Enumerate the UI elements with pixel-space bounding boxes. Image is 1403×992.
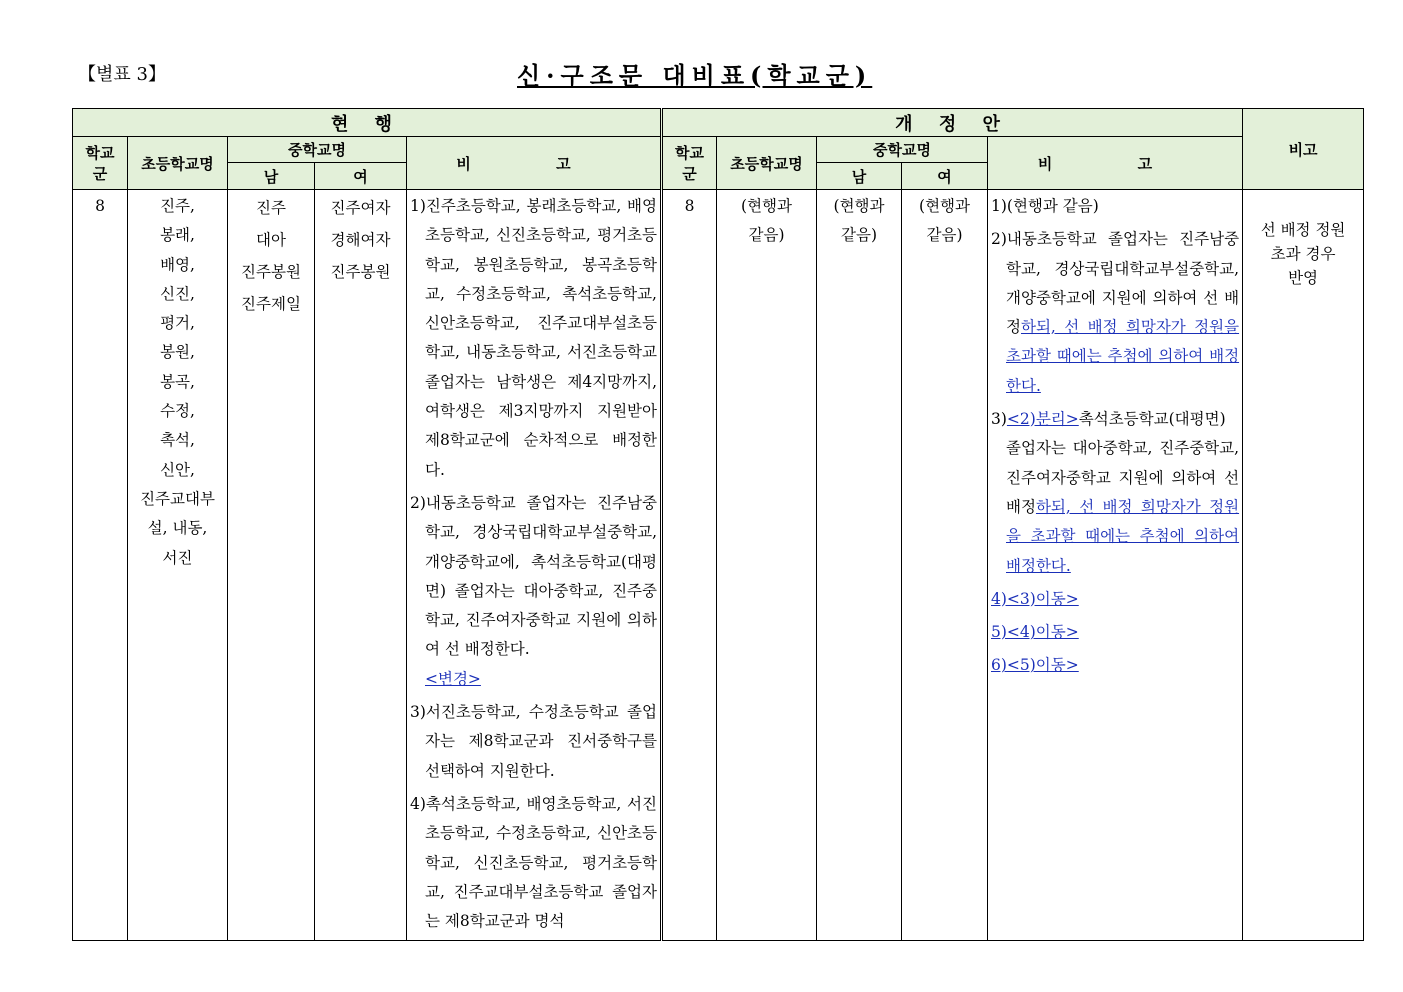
current-note-2: 2)내동초등학교 졸업자는 진주남중학교, 경상국립대학교부설중학교, 개양중학교에, 촉석초등학교(대평면) 졸업자는 대아중학교, 진주중학교, 진주여자중학교 지원에 의하여 선 배정한다. <변경> [410, 493, 657, 688]
current-header: 현 행 [73, 109, 662, 137]
current-group-header: 학교 군 [73, 137, 128, 190]
added-text: 하되, 선 배정 희망자가 정원을 초과할 때에는 추첨에 의하여 배정한다. [1006, 318, 1240, 395]
revised-note-5: 5)<4)이동> [991, 623, 1079, 642]
added-text: 하되, 선 배정 희망자가 정원을 초과할 때에는 추첨에 의하여 배정한다. [1006, 497, 1240, 575]
revised-elementary-header: 초등학교명 [717, 137, 817, 190]
current-note-4: 4)촉석초등학교, 배영초등학교, 서진초등학교, 수정초등학교, 신안초등학교, 신진초등학교, 평거초등학교, 진주교대부설초등학교 졸업자는 제8학교군과 명석 [410, 794, 657, 931]
page-title: 신·구조문 대비표(학교군) [517, 61, 873, 90]
annex-label: 【별표 3】 [78, 64, 166, 85]
revised-note-cell [988, 190, 1243, 941]
comparison-table [72, 108, 1364, 941]
revised-note-3: 3)<2)분리>촉석초등학교(대평면) 졸업자는 대아중학교, 진주중학교, 진주여자중학교 지원에 의하여 선 배정하되, 선 배정 희망자가 정원을 초과할 때에는 추첨에 의하여 배정한다. [991, 410, 1240, 575]
current-group-cell: 8 [73, 190, 128, 941]
current-note-cell [407, 190, 662, 941]
revised-female-cell: (현행과 같음) [902, 190, 988, 941]
current-female-header: 여 [315, 163, 407, 190]
revised-group-cell: 8 [662, 190, 717, 941]
revised-male-cell: (현행과 같음) [817, 190, 902, 941]
revised-note-1: 1)(현행과 같음) [991, 197, 1099, 215]
revised-note-6: 6)<5)이동> [991, 656, 1079, 675]
current-male-header: 남 [228, 163, 315, 190]
current-note-3: 3)서진초등학교, 수정초등학교 졸업자는 제8학교군과 진서중학구를 선택하여 지원한다. [410, 703, 657, 780]
current-elementary-cell: 진주, 봉래, 배영, 신진, 평거, 봉원, 봉곡, 수정, 촉석, 신안, 진주교대부 설, 내동, 서진 [128, 190, 228, 941]
revised-middle-header: 중학교명 [817, 137, 988, 163]
current-male-cell: 진주 대아 진주봉원 진주제일 [228, 190, 315, 941]
revised-note-4: 4)<3)이동> [991, 589, 1079, 608]
revised-group-header: 학교 군 [662, 137, 717, 190]
remarks-header: 비고 [1243, 109, 1364, 190]
split-mark: <2)분리> [1006, 410, 1079, 429]
current-female-cell: 진주여자 경해여자 진주봉원 [315, 190, 407, 941]
remarks-cell: 선 배정 정원 초과 경우 반영 [1243, 190, 1364, 941]
revised-elementary-cell: (현행과 같음) [717, 190, 817, 941]
current-middle-header: 중학교명 [228, 137, 407, 163]
revised-note-2: 2)내동초등학교 졸업자는 진주남중학교, 경상국립대학교부설중학교, 개양중학교에 지원에 의하여 선 배정하되, 선 배정 희망자가 정원을 초과할 때에는 추첨에 의하여 배정한다. [991, 230, 1240, 395]
change-mark: <변경> [425, 669, 481, 688]
revised-header: 개 정 안 [662, 109, 1243, 137]
revised-male-header: 남 [817, 163, 902, 190]
revised-female-header: 여 [902, 163, 988, 190]
current-elementary-header: 초등학교명 [128, 137, 228, 190]
current-note-1: 1)진주초등학교, 봉래초등학교, 배영초등학교, 신진초등학교, 평거초등학교, 봉원초등학교, 봉곡초등학교, 수정초등학교, 촉석초등학교, 신안초등학교, 진주교대부설초등학교, 내동초등학교, 서진초등학교 졸업자는 남학생은 제4지망까지, 여학생은 제3지망까지 지원받아 제8학교군에 순차적으로 배정한다. [410, 197, 657, 479]
revised-note-header: 비 고 [988, 137, 1243, 190]
current-note-header: 비 고 [407, 137, 662, 190]
